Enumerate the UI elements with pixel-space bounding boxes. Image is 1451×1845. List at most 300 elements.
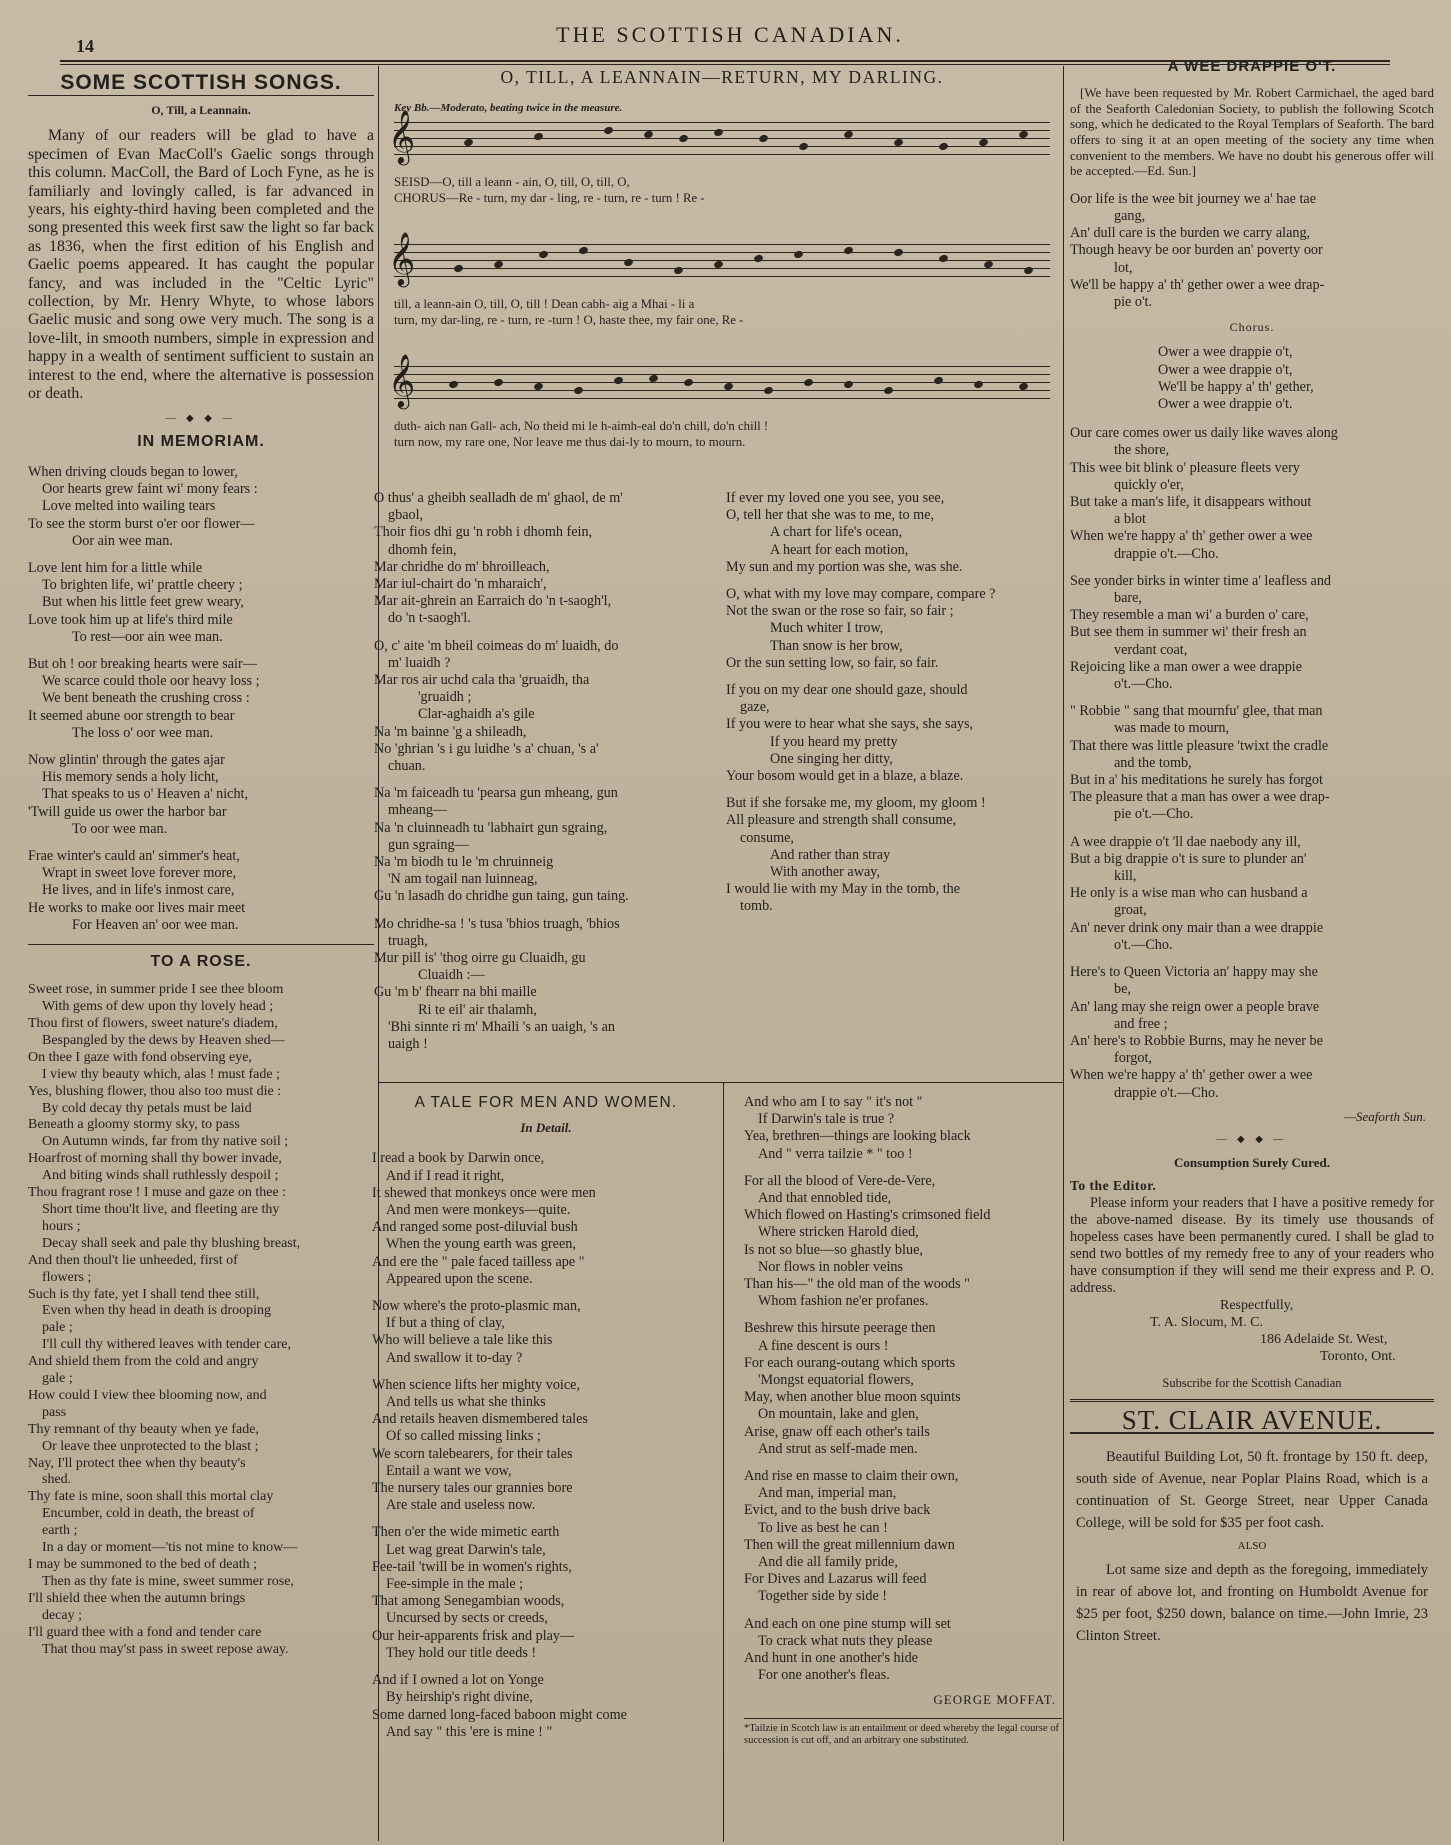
poem-line: Frae winter's cauld an' simmer's heat, (28, 847, 240, 864)
poem-line: Na 'm faiceadh tu 'pearsa gun mheang, gun (374, 785, 618, 802)
poem-line: Love melted into wailing tears (42, 498, 216, 515)
music-note (933, 376, 944, 386)
poem-line: Mur pill is' 'thog oirre gu Cluaidh, gu (374, 950, 586, 967)
poem-line: That speaks to us o' Heaven a' nicht, (42, 786, 249, 803)
column-divider (723, 1082, 724, 1842)
poem-line: He only is a wise man who can husband a (1070, 885, 1308, 902)
poem-line: And rise en masse to claim their own, (744, 1468, 959, 1485)
poem-line: Thy remnant of thy beauty when ye fade, (28, 1421, 259, 1437)
column-divider (1063, 66, 1064, 1841)
tale-footnote: *Tailzie in Scotch law is an entailment or deed whereby the legal course of succession is cut off, and an arbitrary one substituted. (744, 1718, 1062, 1747)
poem-line: I may be summoned to the bed of death ; (28, 1557, 257, 1572)
poem-line: Whom fashion ne'er profanes. (758, 1293, 929, 1310)
poem-line: May, when another blue moon squints (744, 1389, 961, 1406)
poem-line: Ri te eil' air thalamh, (418, 1001, 537, 1018)
poem-line: verdant coat, (1114, 641, 1188, 658)
poem-line: And hunt in one another's hide (744, 1650, 918, 1667)
music-note (758, 134, 769, 144)
music-note (448, 380, 459, 390)
songs-subtitle: O, Till, a Leannain. (151, 103, 251, 118)
gaelic-verses (374, 490, 726, 1080)
music-note (673, 266, 684, 276)
poem-line: and the tomb, (1114, 754, 1192, 771)
poem-line: gale ; (42, 1371, 73, 1387)
poem-line: But when his little feet grew weary, (42, 594, 244, 611)
poem-line: And shield them from the cold and angry (28, 1354, 259, 1370)
poem-line: Yes, blushing flower, thou also too must die : (28, 1083, 282, 1099)
poem-line: Arise, gnaw off each other's tails (744, 1423, 930, 1440)
consumption-title: Consumption Surely Cured. (1174, 1155, 1330, 1171)
poem-line: See yonder birks in winter time a' leafless and (1070, 572, 1332, 589)
music-staves (384, 111, 1060, 472)
music-note (573, 386, 584, 396)
poem-line: An' lang may she reign ower a people brave (1070, 998, 1320, 1015)
poem-line: 'Twill guide us ower the harbor bar (28, 803, 227, 820)
lyric-line-gaelic: SEISD—O, till a leann - ain, O, till, O, till, O, (394, 175, 630, 189)
poem-line: drappie o't.—Cho. (1114, 545, 1219, 562)
subscribe-note: Subscribe for the Scottish Canadian (1070, 1375, 1434, 1401)
music-title: O, TILL, A LEANNAIN—RETURN, MY DARLING. (500, 67, 944, 87)
poem-line: Ower a wee drappie o't. (1158, 396, 1293, 412)
ornament: — ◆ ◆ — (1216, 1133, 1288, 1145)
staff-line (394, 154, 1050, 155)
music-note (973, 380, 984, 390)
memoriam-poem (28, 464, 374, 934)
poem-line: Nor flows in nobler veins (758, 1258, 904, 1275)
music-note (793, 250, 804, 260)
poem-line: But in a' his meditations he surely has forgot (1070, 772, 1323, 789)
poem-line: By heirship's right divine, (386, 1689, 533, 1706)
stanza (28, 752, 374, 838)
poem-line: Or leave thee unprotected to the blast ; (42, 1438, 259, 1454)
poem-line: Ower a wee drappie o't, (1158, 344, 1293, 361)
poem-line: We scorn talebearers, for their tales (372, 1445, 573, 1462)
poem-line: And retails heaven dismembered tales (372, 1411, 588, 1428)
poem-line: gaze, (740, 699, 770, 716)
poem-line: m' luaidh ? (388, 654, 451, 671)
poem-line: To crack what nuts they please (758, 1632, 933, 1649)
poem-line: And each on one pine stump will set (744, 1615, 951, 1632)
staff-line (394, 382, 1050, 383)
consumption-salutation: To the Editor. (1070, 1178, 1157, 1194)
poem-line: When driving clouds began to lower, (28, 463, 238, 480)
poem-line: To rest—oor ain wee man. (72, 628, 223, 645)
poem-line: And strut as self-made men. (758, 1440, 918, 1457)
poem-line: Or the sun setting low, so fair, so fair. (726, 654, 939, 671)
poem-line: And say " this 'ere is mine ! " (386, 1723, 553, 1740)
poem-line: mheang— (388, 802, 448, 819)
poem-line: Our heir-apparents frisk and play— (372, 1627, 575, 1644)
poem-line: Then as thy fate is mine, sweet summer rose, (42, 1573, 294, 1589)
poem-line: Oor hearts grew faint wi' mony fears : (42, 481, 258, 498)
staff-line (394, 268, 1050, 269)
stanza (1070, 703, 1434, 823)
poem-line: Decay shall seek and pale thy blushing breast, (42, 1235, 301, 1251)
poem-line: Then o'er the wide mimetic earth (372, 1524, 560, 1541)
staff-line (394, 252, 1050, 253)
poem-line: A fine descent is ours ! (758, 1337, 889, 1354)
tale-author: GEORGE MOFFAT. (933, 1691, 1056, 1707)
poem-line: gun sgraing— (388, 836, 469, 853)
music-note (843, 246, 854, 256)
poem-line: For each ourang-outang which sports (744, 1354, 956, 1371)
poem-line: I would lie with my May in the tomb, the (726, 881, 961, 898)
lyric-line-gaelic: duth- aich nan Gall- ach, No theid mi le h-aimh-eal do'n chill, do'n chill ! (394, 419, 769, 433)
poem-line: Together side by side ! (758, 1588, 888, 1605)
stanza (374, 916, 726, 1054)
treble-clef-icon: 𝄞 (388, 355, 416, 406)
poem-line: tomb. (740, 898, 773, 915)
poem-line: By cold decay thy petals must be laid (42, 1100, 252, 1116)
poem-line: And biting winds shall ruthlessly despoil ; (42, 1168, 279, 1184)
poem-line: Short time thou'lt live, and fleeting are thy (42, 1201, 280, 1217)
poem-line: Are stale and useless now. (386, 1497, 536, 1514)
music-note (453, 264, 464, 274)
poem-line: Mar ait-ghrein an Earraich do 'n t-saogh'l, (374, 593, 612, 610)
staff-line (394, 390, 1050, 391)
poem-line: Such is thy fate, yet I shall tend thee still, (28, 1286, 260, 1302)
music-note (578, 246, 589, 256)
poem-line: We bent beneath the crushing cross : (42, 690, 250, 707)
poem-line: Fee-simple in the male ; (386, 1576, 524, 1593)
poem-line: An' never drink ony mair than a wee drappie (1070, 919, 1324, 936)
poem-line: If but a thing of clay, (386, 1315, 505, 1332)
poem-line: To oor wee man. (72, 820, 168, 837)
songs-body: Many of our readers will be glad to have a specimen of Evan MacColl's Gaelic songs through this column. MacColl, the Bard of Loch Fyne, as he is familiarly and lovingly called, is far advanced in years, his eighty-third having been completed and the song presented this week first saw the light so far back as 1836, when the first edition of his English and Gaelic poems appeared. It has caught the popular fancy, and was included in the "Celtic Lyric" collection, by Mr. Henry Whyte, to whose labors Gaelic music and song owe very much. The song is a love-lilt, in smooth numbers, simple in expression and happy in a wealth of sentiment sufficient to sustain an interest to the end, where the alternative is possession or death. (28, 127, 374, 403)
ornament: — ◆ ◆ — (165, 412, 237, 424)
poem-line: O, c' aite 'm bheil coimeas do m' luaidh, do (374, 637, 619, 654)
poem-line: I read a book by Darwin once, (372, 1150, 545, 1167)
poem-line: It seemed abune oor strength to bear (28, 707, 235, 724)
poem-line: Mar iul-chairt do 'n mharaich', (374, 576, 547, 593)
poem-line: And man, imperial man, (758, 1485, 897, 1502)
drappie-title: A WEE DRAPPIE O'T. (1167, 58, 1337, 75)
poem-line: If you heard my pretty (770, 733, 898, 750)
poem-line: Hoarfrost of morning shall thy bower invade, (28, 1151, 282, 1167)
poem-line: Thou first of flowers, sweet nature's diadem, (28, 1016, 278, 1031)
treble-clef-icon: 𝄞 (388, 111, 416, 162)
poem-line: 'Bhi sinnte ri m' Mhaili 's an uaigh, 's an (388, 1018, 615, 1035)
poem-line: hours ; (42, 1218, 81, 1234)
music-note (538, 250, 549, 260)
poem-line: be, (1114, 981, 1131, 998)
lyric-line-english: turn now, my rare one, Nor leave me thus dai-ly to mourn, to mourn. (394, 435, 746, 449)
poem-line: O thus' a gheibh sealladh de m' ghaol, de m' (374, 490, 623, 506)
music-note (893, 248, 904, 258)
poem-line: That thou may'st pass in sweet repose away. (42, 1641, 289, 1657)
music-note (683, 378, 694, 388)
poem-line: truagh, (388, 932, 428, 949)
music-note (493, 378, 504, 388)
poem-line: And who am I to say " it's not " (744, 1094, 923, 1110)
poem-line: Let wag great Darwin's tale, (386, 1541, 546, 1558)
column-left (28, 70, 374, 1840)
poem-line: O, tell her that she was to me, to me, (726, 507, 935, 524)
poem-line: That among Senegambian woods, (372, 1593, 565, 1610)
poem-line: Now glintin' through the gates ajar (28, 751, 225, 768)
poem-line: Oor ain wee man. (72, 532, 173, 549)
poem-line: Ower a wee drappie o't, (1158, 361, 1293, 378)
poem-line: We'll be happy a' th' gether, (1158, 378, 1314, 395)
poem-line: Not the swan or the rose so fair, so fair ; (726, 603, 954, 620)
music-note (613, 376, 624, 386)
page-number: 14 (76, 36, 94, 56)
music-note (883, 386, 894, 396)
poem-line: When we're happy a' th' gether ower a wee (1070, 1067, 1313, 1084)
poem-line: Love took him up at life's third mile (28, 611, 233, 628)
staff-line (394, 398, 1050, 399)
music-note (603, 126, 614, 136)
poem-line: With another away, (770, 864, 880, 881)
poem-line: And " verra tailzie * " too ! (758, 1145, 913, 1162)
poem-line: An' dull care is the burden we carry alang, (1070, 225, 1311, 242)
music-staff (384, 233, 1060, 327)
poem-line: And that ennobled tide, (758, 1190, 892, 1207)
poem-line: drappie o't.—Cho. (1114, 1084, 1219, 1101)
stanza (744, 1094, 1062, 1163)
poem-line: consume, (740, 829, 794, 846)
poem-line: I'll cull thy withered leaves with tender care, (42, 1337, 291, 1353)
staff-line (394, 276, 1050, 277)
drappie-stanzas (1070, 425, 1434, 1102)
page-header (0, 4, 1451, 56)
poem-line: " Robbie " sang that mournfu' glee, that man (1070, 703, 1323, 720)
poem-line: He works to make oor lives mair meet (28, 899, 246, 916)
stanza (726, 490, 1062, 576)
music-note (623, 258, 634, 268)
stanza (744, 1468, 1062, 1606)
tale-poem-left (372, 1150, 720, 1741)
poem-line: Than snow is her brow, (770, 637, 903, 654)
poem-line: All pleasure and strength shall consume, (726, 812, 957, 829)
stanza (374, 638, 726, 776)
ad-title: ST. CLAIR AVENUE. (1070, 1412, 1434, 1434)
poem-line: Gu 'm b' fhearr na bhi maille (374, 984, 537, 1001)
poem-line: A wee drappie o't 'll dae naebody any ill, (1070, 833, 1301, 850)
music-note (843, 380, 854, 390)
poem-line: If you were to hear what she says, she says, (726, 716, 974, 733)
poem-line: But a big drappie o't is sure to plunder an' (1070, 850, 1307, 867)
staff-line (394, 138, 1050, 139)
staff-line (394, 374, 1050, 375)
poem-line: o't.—Cho. (1114, 936, 1173, 953)
stanza (744, 1173, 1062, 1311)
poem-line: That there was little pleasure 'twixt the cradle (1070, 737, 1329, 754)
stanza (1070, 834, 1434, 954)
poem-line: Who will believe a tale like this (372, 1332, 553, 1349)
poem-line: And tells us what she thinks (386, 1394, 546, 1411)
poem-line: gbaol, (388, 507, 424, 524)
lyric-line-english: CHORUS—Re - turn, my dar - ling, re - turn, re - turn ! Re - (394, 191, 705, 205)
poem-line: To live as best he can ! (758, 1519, 888, 1536)
poem-line: One singing her ditty, (770, 750, 893, 767)
poem-line: His memory sends a holy licht, (42, 769, 219, 786)
poem-line: To brighten life, wi' prattle cheery ; (42, 577, 243, 594)
tale-title: A TALE FOR MEN AND WOMEN. (414, 1094, 678, 1111)
poem-line: Which flowed on Hasting's crimsoned field (744, 1207, 991, 1224)
poem-line: Gu 'n lasadh do chridhe gun taing, gun taing. (374, 888, 629, 905)
poem-line: dhomh fein, (388, 541, 457, 558)
poem-line: gang, (1114, 207, 1146, 224)
poem-line: I'll shield thee when the autumn brings (28, 1590, 246, 1606)
poem-line: And if I owned a lot on Yonge (372, 1672, 544, 1689)
poem-line: On Autumn winds, far from thy native soil ; (42, 1134, 289, 1150)
poem-line: earth ; (42, 1523, 78, 1539)
poem-line: He lives, and in life's inmost care, (42, 882, 235, 899)
poem-line: chuan. (388, 758, 426, 775)
poem-line: Clar-aghaidh a's gile (418, 706, 535, 723)
music-note (938, 142, 949, 152)
tale-right (744, 1094, 1062, 1842)
poem-line: pale ; (42, 1320, 73, 1336)
poem-line: O, what with my love may compare, compare ? (726, 586, 996, 603)
music-note (798, 142, 809, 152)
poem-line: kill, (1114, 868, 1137, 885)
poem-line: But see them in summer wi' their fresh an (1070, 624, 1307, 641)
poem-line: bare, (1114, 590, 1142, 607)
poem-line: Mo chridhe-sa ! 's tusa 'bhios truagh, 'bhios (374, 915, 620, 932)
stanza (28, 656, 374, 742)
poem-line: flowers ; (42, 1269, 92, 1285)
poem-line: This wee bit blink o' pleasure fleets very (1070, 459, 1300, 476)
poem-line: My sun and my portion was she, was she. (726, 558, 963, 575)
consumption-address: 186 Adelaide St. West, (1260, 1331, 1388, 1347)
poem-line: was made to mourn, (1114, 720, 1230, 737)
poem-line: Thy fate is mine, soon shall this mortal clay (28, 1489, 274, 1505)
poem-line: Some darned long-faced baboon might come (372, 1706, 627, 1723)
poem-line: No 'ghrian 's i gu luidhe 's a' chuan, 's a' (374, 740, 599, 757)
poem-line: Where stricken Harold died, (758, 1224, 919, 1241)
rose-title: TO A ROSE. (28, 944, 374, 970)
stanza (726, 795, 1062, 915)
poem-line: Bespangled by the dews by Heaven shed— (42, 1032, 285, 1048)
poem-line: If you on my dear one should gaze, should (726, 682, 968, 699)
poem-line: pie o't. (1114, 293, 1153, 310)
poem-line: Thou fragrant rose ! I muse and gaze on thee : (28, 1185, 287, 1201)
poem-line: For all the blood of Vere-de-Vere, (744, 1172, 936, 1189)
songs-title: SOME SCOTTISH SONGS. (28, 74, 374, 96)
music-staff (384, 355, 1060, 449)
lyric-line-gaelic: till, a leann-ain O, till, O, till ! Dean cabh- aig a Mhai - li a (394, 297, 695, 311)
poem-line: Even when thy head in death is drooping (42, 1303, 272, 1319)
poem-line: and free ; (1114, 1015, 1168, 1032)
poem-line: And swallow it to-day ? (386, 1349, 523, 1366)
poem-line: Much whiter I trow, (770, 620, 884, 637)
poem-line: the shore, (1114, 442, 1170, 459)
poem-line: They hold our title deeds ! (386, 1644, 537, 1661)
poem-line: Beneath a gloomy stormy sky, to pass (28, 1117, 240, 1133)
poem-line: When we're happy a' th' gether ower a wee (1070, 528, 1313, 545)
stanza (726, 586, 1062, 672)
poem-line: A chart for life's ocean, (770, 524, 903, 541)
poem-line: Sweet rose, in summer pride I see thee bloom (28, 982, 284, 998)
poem-line: An' here's to Robbie Burns, may he never be (1070, 1032, 1323, 1049)
poem-line: The loss o' oor wee man. (72, 724, 214, 741)
poem-line: We'll be happy a' th' gether ower a wee drap- (1070, 276, 1325, 293)
stanza (744, 1616, 1062, 1685)
poem-line: Then will the great millennium dawn (744, 1536, 955, 1553)
music-note (803, 378, 814, 388)
poem-line: And if I read it right, (386, 1167, 505, 1184)
drappie-chorus (1070, 344, 1434, 413)
poem-line: And men were monkeys—quite. (386, 1202, 571, 1219)
stanza (372, 1524, 720, 1662)
drappie-source: —Seaforth Sun. (1344, 1108, 1426, 1124)
staff-line (394, 146, 1050, 147)
music-note (753, 254, 764, 264)
poem-line: How could I view thee blooming now, and (28, 1387, 267, 1403)
poem-line: And then thoul't lie unheeded, first of (28, 1252, 238, 1268)
stanza (372, 1298, 720, 1367)
consumption-name: T. A. Slocum, M. C. (1150, 1314, 1263, 1330)
poem-line: Fee-tail 'twill be in women's rights, (372, 1558, 572, 1575)
poem-line: Appeared upon the scene. (386, 1270, 533, 1287)
stanza (28, 560, 374, 646)
poem-line: lot, (1114, 259, 1133, 276)
staff-line (394, 366, 1050, 367)
poem-line: groat, (1114, 902, 1147, 919)
stanza (28, 464, 374, 550)
poem-line: For one another's fleas. (758, 1667, 890, 1684)
poem-line: If ever my loved one you see, you see, (726, 490, 945, 506)
section-divider (378, 1082, 1063, 1083)
poem-line: Na 'm bainne 'g a shileadh, (374, 723, 527, 740)
poem-line: On thee I gaze with fond observing eye, (28, 1049, 252, 1065)
stanza (744, 1320, 1062, 1458)
poem-line: And ere the " pale faced tailless ape " (372, 1253, 585, 1270)
stanza (374, 785, 726, 905)
poem-line: Our care comes ower us daily like waves along (1070, 425, 1338, 442)
staff-line (394, 244, 1050, 245)
poem-line: o't.—Cho. (1114, 676, 1173, 693)
poem-line: Here's to Queen Victoria an' happy may she (1070, 964, 1318, 981)
poem-line: They resemble a man wi' a burden o' care, (1070, 607, 1309, 624)
music-note (938, 254, 949, 264)
poem-line: I view thy beauty which, alas ! must fade ; (42, 1066, 280, 1082)
poem-line: Love lent him for a little while (28, 559, 203, 576)
poem-line: It shewed that monkeys once were men (372, 1184, 596, 1201)
poem-line: But oh ! oor breaking hearts were sair— (28, 655, 257, 672)
staff-line (394, 122, 1050, 123)
lyric-line-english: turn, my dar-ling, re - turn, re -turn ! O, haste thee, my fair one, Re - (394, 313, 744, 327)
music-note (533, 132, 544, 142)
poem-line: do 'n t-saogh'l. (388, 610, 471, 627)
music-note (1023, 266, 1034, 276)
poem-line: Na 'n cluinneadh tu 'labhairt gun sgraing, (374, 819, 608, 836)
chorus-label: Chorus. (1229, 320, 1275, 335)
poem-line: Now where's the proto-plasmic man, (372, 1298, 581, 1315)
treble-clef-icon: 𝄞 (388, 233, 416, 284)
stanza (1070, 425, 1434, 563)
memoriam-title: IN MEMORIAM. (137, 432, 265, 450)
poem-line: And die all family pride, (758, 1554, 898, 1571)
poem-line: For Dives and Lazarus will feed (744, 1571, 927, 1588)
poem-line: 'N am togail nan luinneag, (388, 871, 538, 888)
poem-line: On mountain, lake and glen, (758, 1406, 919, 1423)
tale-subtitle: In Detail. (520, 1120, 572, 1136)
music-note (713, 128, 724, 138)
ad-paragraph-2: Lot same size and depth as the foregoing, immediately in rear of above lot, and fronting on Humboldt Avenue for $25 per foot, $250 down, balance on time.—John Imrie, 23 Clinton Street. (1076, 1561, 1428, 1644)
poem-line: A heart for each motion, (770, 541, 909, 558)
poem-line: 'gruaidh ; (418, 689, 472, 706)
poem-line: Cluaidh :— (418, 967, 485, 984)
poem-line: quickly o'er, (1114, 476, 1184, 493)
poem-line: Na 'm biodh tu le 'm chruinneig (374, 854, 554, 871)
poem-line: Of so called missing links ; (386, 1428, 541, 1445)
poem-line: If Darwin's tale is true ? (758, 1111, 895, 1128)
tale-left (372, 1094, 720, 1842)
poem-line: Oor life is the wee bit journey we a' hae tae (1070, 190, 1317, 207)
